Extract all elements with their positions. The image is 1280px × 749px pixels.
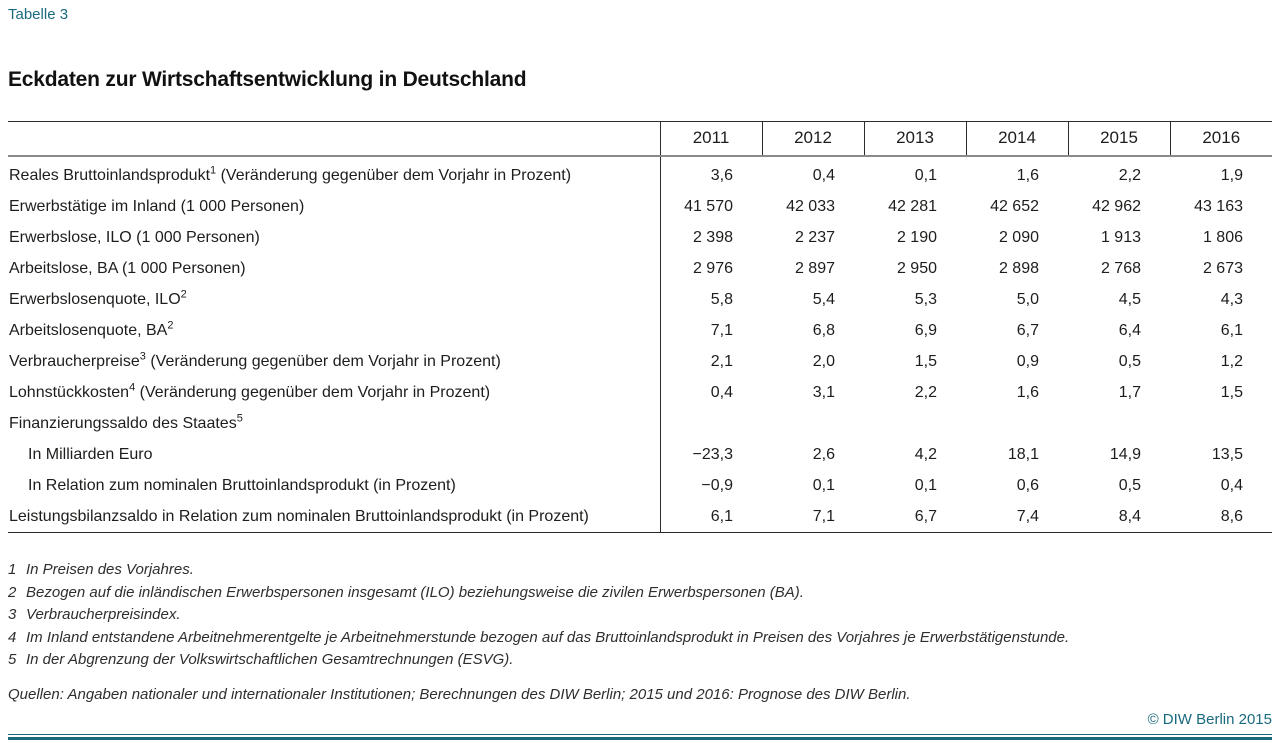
footnote bbox=[8, 627, 1272, 650]
footnote-text: Verbraucherpreisindex. bbox=[26, 606, 181, 623]
cell-value bbox=[864, 408, 966, 439]
cell-value: −0,9 bbox=[660, 470, 762, 501]
row-label bbox=[8, 439, 660, 470]
cell-value: 0,4 bbox=[812, 167, 835, 184]
cell-value: 42 281 bbox=[888, 198, 937, 215]
table-header bbox=[8, 122, 1272, 157]
row-label-suffix: (Veränderung gegenüber dem Vorjahr in Prozent) bbox=[135, 384, 491, 401]
cell-value: 7,4 bbox=[1016, 508, 1039, 525]
cell-value: 6,1 bbox=[1220, 322, 1243, 339]
cell-value: 2 768 bbox=[1100, 260, 1141, 277]
cell-value: 5,0 bbox=[1016, 291, 1039, 308]
footnote-text: In Preisen des Vorjahres. bbox=[26, 561, 194, 578]
table-row-section-header bbox=[8, 408, 1272, 439]
cell-value: 3,6 bbox=[660, 156, 762, 191]
cell-value bbox=[966, 408, 1068, 439]
cell-value: 0,6 bbox=[1016, 477, 1039, 494]
cell-value: 2 950 bbox=[896, 260, 937, 277]
footnote-marker: 1 bbox=[210, 164, 217, 177]
footnote-number: 1 bbox=[8, 561, 17, 578]
year-column-header: 2015 bbox=[1068, 122, 1170, 157]
row-label-text: Erwerbstätige im Inland (1 000 Personen) bbox=[9, 198, 305, 215]
row-label-text: In Relation zum nominalen Bruttoinlandsprodukt (in Prozent) bbox=[28, 477, 456, 494]
cell-value: 4,3 bbox=[1220, 291, 1243, 308]
cell-value: 6,1 bbox=[660, 501, 762, 533]
row-label-text: Arbeitslosenquote, BA bbox=[9, 322, 168, 339]
footnote-marker: 3 bbox=[139, 350, 146, 363]
footnote-number: 4 bbox=[8, 628, 17, 646]
cell-value: 2,2 bbox=[914, 384, 937, 401]
cell-value: 18,1 bbox=[1007, 446, 1039, 463]
table-row bbox=[8, 346, 1272, 377]
table-row bbox=[8, 222, 1272, 253]
table-body bbox=[8, 156, 1272, 533]
footnote-text: In der Abgrenzung der Volkswirtschaftlichen Gesamtrechnungen (ESVG). bbox=[26, 651, 514, 668]
footnote-number: 3 bbox=[8, 606, 17, 623]
footnote-marker: 2 bbox=[180, 288, 187, 301]
cell-value: 1,9 bbox=[1220, 167, 1243, 184]
cell-value: 2 897 bbox=[794, 260, 835, 277]
row-label-text: Reales Bruttoinlandsprodukt bbox=[9, 167, 211, 184]
cell-value: 0,4 bbox=[660, 377, 762, 408]
cell-value: 2 090 bbox=[998, 229, 1039, 246]
cell-value: 43 163 bbox=[1194, 198, 1243, 215]
footnote-marker: 4 bbox=[129, 381, 136, 394]
source-line: Quellen: Angaben nationaler und internationaler Institutionen; Berechnungen des DIW Berlin; 2015 und 2016: Prognose des DIW Berlin. bbox=[8, 685, 911, 703]
cell-value: 1,7 bbox=[1118, 384, 1141, 401]
footnote-marker: 5 bbox=[236, 412, 243, 425]
cell-value: 6,7 bbox=[1016, 322, 1039, 339]
cell-value bbox=[1170, 408, 1272, 439]
row-label-suffix: (Veränderung gegenüber dem Vorjahr in Prozent) bbox=[145, 353, 501, 370]
cell-value: 2 237 bbox=[794, 229, 835, 246]
footnote-text: Im Inland entstandene Arbeitnehmerentgelte je Arbeitnehmerstunde bezogen auf das Bruttoinlandsprodukt in Preisen des Vorjahres je Erwerbstätigenstunde. bbox=[26, 628, 1070, 646]
year-column-header: 2013 bbox=[864, 122, 966, 157]
cell-value: 0,5 bbox=[1118, 353, 1141, 370]
table-row bbox=[8, 439, 1272, 470]
cell-value: 6,9 bbox=[914, 322, 937, 339]
bottom-rule-thin bbox=[8, 734, 1272, 735]
copyright-notice: © DIW Berlin 2015 bbox=[1147, 710, 1272, 728]
cell-value: 6,8 bbox=[812, 322, 835, 339]
bottom-rule-thick bbox=[8, 737, 1272, 740]
row-label-text: Finanzierungssaldo des Staates bbox=[9, 415, 237, 432]
row-label-text: Arbeitslose, BA (1 000 Personen) bbox=[9, 260, 246, 277]
table-row bbox=[8, 315, 1272, 346]
row-label bbox=[8, 408, 660, 439]
table-row bbox=[8, 156, 1272, 191]
cell-value: 6,4 bbox=[1118, 322, 1141, 339]
economic-data-table bbox=[8, 121, 1272, 533]
cell-value: 5,8 bbox=[660, 284, 762, 315]
row-label-text: Erwerbslosenquote, ILO bbox=[9, 291, 181, 308]
footnote-text: Bezogen auf die inländischen Erwerbspersonen insgesamt (ILO) beziehungsweise die zivilen Erwerbspersonen (BA). bbox=[26, 583, 804, 601]
cell-value: 2,6 bbox=[812, 446, 835, 463]
footnote-number: 2 bbox=[8, 583, 17, 601]
row-label-text: Erwerbslose, ILO (1 000 Personen) bbox=[9, 229, 260, 246]
footnotes bbox=[8, 559, 1272, 672]
row-label bbox=[8, 222, 660, 253]
table-row bbox=[8, 191, 1272, 222]
cell-value: 2 398 bbox=[660, 222, 762, 253]
cell-value: 5,4 bbox=[812, 291, 835, 308]
row-label-text: Verbraucherpreise bbox=[9, 353, 140, 370]
cell-value: 0,5 bbox=[1118, 477, 1141, 494]
year-column-header: 2012 bbox=[762, 122, 864, 157]
row-label bbox=[8, 315, 660, 346]
footnote bbox=[8, 559, 1272, 582]
cell-value: 2 976 bbox=[660, 253, 762, 284]
row-label-text: Lohnstückkosten bbox=[9, 384, 130, 401]
cell-value: 0,1 bbox=[914, 477, 937, 494]
cell-value bbox=[660, 408, 762, 439]
table-corner-cell bbox=[8, 122, 660, 157]
cell-value: 2 190 bbox=[896, 229, 937, 246]
cell-value: 1,5 bbox=[914, 353, 937, 370]
row-label-text: Leistungsbilanzsaldo in Relation zum nominalen Bruttoinlandsprodukt (in Prozent) bbox=[9, 508, 589, 525]
row-label bbox=[8, 253, 660, 284]
table-header-row bbox=[8, 122, 1272, 157]
cell-value: 2,0 bbox=[812, 353, 835, 370]
cell-value: 0,4 bbox=[1220, 477, 1243, 494]
cell-value: 2 898 bbox=[998, 260, 1039, 277]
cell-value: 7,1 bbox=[660, 315, 762, 346]
footnote bbox=[8, 604, 1272, 627]
row-label bbox=[8, 156, 660, 191]
cell-value: 42 962 bbox=[1092, 198, 1141, 215]
row-label bbox=[8, 191, 660, 222]
cell-value: 5,3 bbox=[914, 291, 937, 308]
cell-value: 2,1 bbox=[660, 346, 762, 377]
cell-value: 4,5 bbox=[1118, 291, 1141, 308]
cell-value: 1 913 bbox=[1100, 229, 1141, 246]
table-row bbox=[8, 284, 1272, 315]
table-number-label: Tabelle 3 bbox=[8, 6, 69, 23]
cell-value: 1 806 bbox=[1202, 229, 1243, 246]
table-row bbox=[8, 501, 1272, 533]
cell-value: 3,1 bbox=[812, 384, 835, 401]
row-label bbox=[8, 284, 660, 315]
table-row bbox=[8, 377, 1272, 408]
table-row bbox=[8, 470, 1272, 501]
table-row bbox=[8, 253, 1272, 284]
cell-value: 4,2 bbox=[914, 446, 937, 463]
page-title: Eckdaten zur Wirtschaftsentwicklung in Deutschland bbox=[8, 68, 527, 91]
cell-value: 1,5 bbox=[1220, 384, 1243, 401]
cell-value: 41 570 bbox=[660, 191, 762, 222]
footnote-number: 5 bbox=[8, 651, 17, 668]
row-label bbox=[8, 377, 660, 408]
footnote bbox=[8, 649, 1272, 672]
cell-value: 42 652 bbox=[990, 198, 1039, 215]
cell-value: 0,1 bbox=[914, 167, 937, 184]
cell-value: 7,1 bbox=[812, 508, 835, 525]
footnote bbox=[8, 582, 1272, 605]
row-label bbox=[8, 501, 660, 533]
cell-value: 1,6 bbox=[1016, 384, 1039, 401]
cell-value: 8,6 bbox=[1220, 508, 1243, 525]
cell-value: 0,9 bbox=[1016, 353, 1039, 370]
cell-value: −23,3 bbox=[660, 439, 762, 470]
cell-value: 1,6 bbox=[1016, 167, 1039, 184]
cell-value: 42 033 bbox=[786, 198, 835, 215]
cell-value: 8,4 bbox=[1118, 508, 1141, 525]
year-column-header: 2011 bbox=[660, 122, 762, 157]
row-label-text: In Milliarden Euro bbox=[28, 446, 153, 463]
row-label bbox=[8, 470, 660, 501]
cell-value: 2,2 bbox=[1118, 167, 1141, 184]
cell-value: 0,1 bbox=[812, 477, 835, 494]
row-label bbox=[8, 346, 660, 377]
cell-value: 2 673 bbox=[1202, 260, 1243, 277]
cell-value: 13,5 bbox=[1211, 446, 1243, 463]
year-column-header: 2014 bbox=[966, 122, 1068, 157]
year-column-header: 2016 bbox=[1170, 122, 1272, 157]
row-label-suffix: (Veränderung gegenüber dem Vorjahr in Prozent) bbox=[216, 167, 572, 184]
cell-value: 14,9 bbox=[1109, 446, 1141, 463]
cell-value: 1,2 bbox=[1220, 353, 1243, 370]
cell-value bbox=[762, 408, 864, 439]
footnote-marker: 2 bbox=[167, 319, 174, 332]
cell-value bbox=[1068, 408, 1170, 439]
cell-value: 6,7 bbox=[914, 508, 937, 525]
